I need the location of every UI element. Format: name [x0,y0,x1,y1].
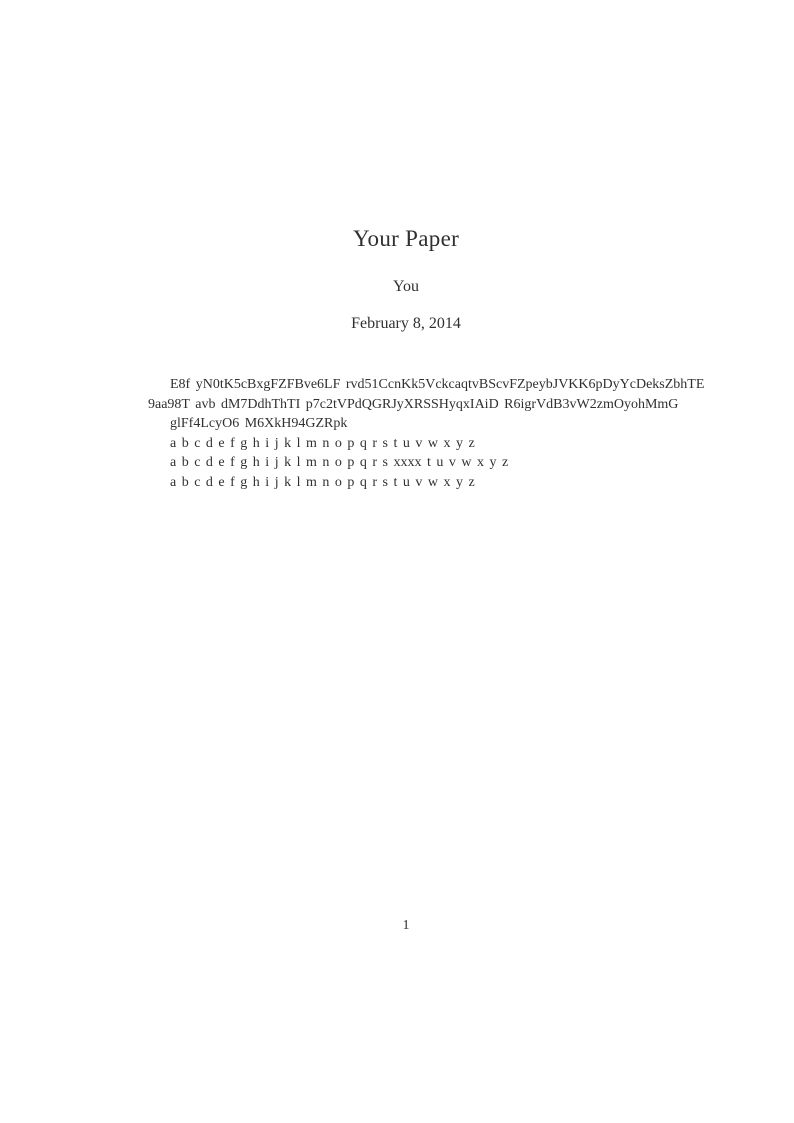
paragraph-line: E8f yN0tK5cBxgFZFBve6LF rvd51CcnKk5VckcaqtvBScvFZpeybJVKK6pDyYcDeksZbhTE [170,377,705,392]
body-text [148,375,794,492]
alphabet-line: a b c d e f g h i j k l m n o p q r s xxxx t u v w x y z [170,455,509,470]
page-number: 1 [402,918,410,933]
paragraph-line: glFf4LcyO6 M6XkH94GZRpk [170,416,348,431]
alphabet-line: a b c d e f g h i j k l m n o p q r s t u v w x y z [170,474,475,490]
paper-title: Your Paper [352,226,460,251]
alphabet-line: a b c d e f g h i j k l m n o p q r s t u v w x y z [170,435,475,451]
paragraph-line: 9aa98T avb dM7DdhThTI p7c2tVPdQGRJyXRSSHyqxIAiD R6igrVdB3vW2zmOyohMmG [148,396,679,412]
paper-date: February 8, 2014 [351,315,461,332]
paper-author: You [393,278,419,295]
